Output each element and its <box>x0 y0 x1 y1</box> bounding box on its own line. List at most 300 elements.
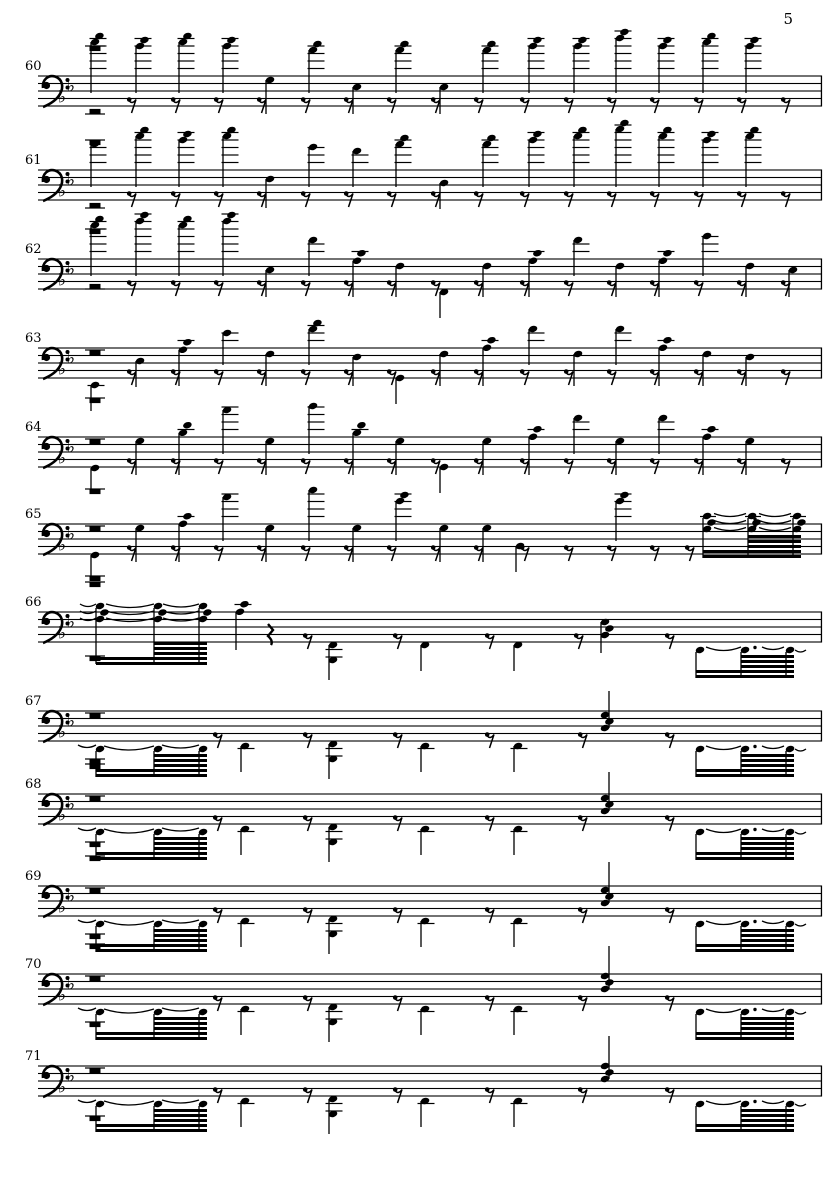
note-chord-3 <box>600 618 615 653</box>
note-high <box>308 402 325 454</box>
eighth-rest <box>607 369 616 385</box>
note-low <box>513 641 523 671</box>
note <box>702 350 712 386</box>
note-chord-high <box>658 36 675 93</box>
note-chord-high <box>745 36 762 93</box>
whole-rest <box>85 438 105 444</box>
whole-rest <box>85 933 105 939</box>
eighth-rest <box>650 97 659 113</box>
system-69 <box>25 855 822 954</box>
eighth-rest <box>431 97 440 113</box>
eighth-rest <box>564 97 573 113</box>
eighth-rest <box>485 995 494 1011</box>
eighth-rest <box>393 995 402 1011</box>
note-low <box>511 742 528 772</box>
eighth-rest <box>387 280 396 296</box>
staff-lines <box>38 436 822 467</box>
eighth-rest <box>694 280 703 296</box>
eighth-rest <box>393 907 402 923</box>
note-low <box>395 374 405 404</box>
note-low <box>238 1005 255 1035</box>
note-low <box>511 1005 528 1035</box>
svg-text:♭: ♭ <box>67 524 76 545</box>
eighth-rest <box>474 97 483 113</box>
eighth-rest <box>578 995 587 1011</box>
note-chord-low <box>326 1003 343 1042</box>
eighth-rest <box>213 1087 222 1103</box>
eighth-rest <box>393 815 402 831</box>
whole-rest <box>85 758 105 764</box>
note-low <box>88 381 105 411</box>
eighth-rest <box>257 191 266 207</box>
page-number: 5 <box>783 10 793 28</box>
eighth-rest <box>344 280 353 296</box>
eighth-rest <box>257 369 266 385</box>
svg-text:♭: ♭ <box>58 270 67 291</box>
measure-number: 60 <box>25 59 42 74</box>
eighth-rest <box>650 191 659 207</box>
note <box>745 262 755 297</box>
system-70 <box>25 943 822 1042</box>
eighth-rest <box>578 732 587 748</box>
note-chord-high <box>395 491 412 541</box>
eighth-rest <box>737 369 746 385</box>
barline <box>821 524 822 555</box>
note-chord <box>528 249 545 297</box>
staff-lines <box>38 169 822 200</box>
eighth-rest <box>257 97 266 113</box>
note-high <box>308 486 325 541</box>
svg-text:♭: ♭ <box>67 1066 76 1087</box>
barline <box>821 711 822 742</box>
note-chord <box>352 249 369 297</box>
barline <box>821 170 822 201</box>
barline <box>821 612 822 643</box>
half-rest <box>85 284 105 290</box>
whole-rest <box>85 575 105 581</box>
eighth-rest <box>607 458 616 474</box>
eighth-rest <box>301 97 310 113</box>
eighth-rest <box>485 633 494 649</box>
eighth-rest <box>485 907 494 923</box>
eighth-rest <box>564 369 573 385</box>
svg-text:♭: ♭ <box>67 348 76 369</box>
whole-rest <box>85 525 105 531</box>
eighth-rest <box>393 1087 402 1103</box>
eighth-rest <box>393 732 402 748</box>
eighth-rest <box>213 907 222 923</box>
eighth-rest <box>737 458 746 474</box>
eighth-rest <box>257 545 266 561</box>
eighth-rest <box>520 97 529 113</box>
eighth-rest <box>578 815 587 831</box>
measure-number: 62 <box>25 242 42 257</box>
whole-rest <box>85 488 105 494</box>
note <box>135 437 145 475</box>
svg-text:♭: ♭ <box>67 76 76 97</box>
whole-rest <box>85 1067 105 1073</box>
eighth-rest <box>474 458 483 474</box>
staff-lines <box>38 258 822 289</box>
eighth-rest <box>301 545 310 561</box>
eighth-rest <box>171 97 180 113</box>
whole-rest <box>85 1115 105 1121</box>
eighth-rest <box>665 1087 674 1103</box>
eighth-rest <box>171 280 180 296</box>
note-high <box>222 329 239 365</box>
measure-number: 65 <box>25 507 42 522</box>
note <box>352 524 362 562</box>
system-60 <box>25 28 822 115</box>
svg-text:♭: ♭ <box>58 805 67 826</box>
eighth-rest <box>127 97 136 113</box>
eighth-rest <box>127 458 136 474</box>
note-chord-high <box>308 40 325 93</box>
note-chord-high <box>482 40 499 93</box>
eighth-rest <box>344 97 353 113</box>
note <box>135 524 145 562</box>
eighth-rest <box>344 369 353 385</box>
eighth-rest <box>474 545 483 561</box>
eighth-rest <box>213 815 222 831</box>
note-chord-high <box>482 134 499 187</box>
eighth-rest <box>737 191 746 207</box>
note-high <box>352 147 369 187</box>
barline <box>821 1066 822 1097</box>
note-low <box>511 1097 528 1127</box>
eighth-rest <box>387 191 396 207</box>
eighth-rest <box>578 907 587 923</box>
note-high <box>615 325 632 365</box>
note <box>482 437 492 475</box>
eighth-rest <box>564 545 573 561</box>
eighth-rest <box>564 280 573 296</box>
eighth-rest <box>694 458 703 474</box>
measure-number: 70 <box>25 957 42 972</box>
eighth-rest <box>431 545 440 561</box>
eighth-rest <box>344 458 353 474</box>
measure-number: 68 <box>25 777 42 792</box>
whole-rest <box>85 887 105 893</box>
staff-lines <box>38 710 822 741</box>
note-chord <box>178 338 195 386</box>
eighth-rest <box>127 369 136 385</box>
system-71 <box>25 1036 822 1134</box>
note <box>395 262 405 297</box>
eighth-rest <box>214 191 223 207</box>
note-chord-high <box>615 119 632 187</box>
eighth-rest <box>214 280 223 296</box>
note-low <box>418 1005 435 1035</box>
note-low <box>511 917 528 947</box>
note-chord-low <box>326 915 343 954</box>
note-low <box>418 742 435 772</box>
note-low <box>418 917 435 947</box>
eighth-rest <box>781 369 790 385</box>
eighth-rest <box>431 280 440 296</box>
note <box>265 524 275 562</box>
eighth-rest <box>574 633 583 649</box>
whole-rest <box>85 581 105 587</box>
eighth-rest <box>474 191 483 207</box>
eighth-rest <box>665 995 674 1011</box>
barline <box>821 259 822 290</box>
eighth-rest <box>607 280 616 296</box>
barline <box>821 794 822 825</box>
svg-text:♭: ♭ <box>58 181 67 202</box>
eighth-rest <box>301 458 310 474</box>
note-chord-high <box>528 130 545 187</box>
note-low <box>439 288 449 318</box>
note-low <box>238 825 255 855</box>
svg-text:♭: ♭ <box>58 985 67 1006</box>
note <box>439 524 449 562</box>
eighth-rest <box>520 369 529 385</box>
eighth-rest <box>214 458 223 474</box>
eighth-rest <box>344 191 353 207</box>
measure-number: 63 <box>25 331 42 346</box>
whole-rest <box>85 795 105 801</box>
note-chord-high <box>395 40 412 93</box>
note-chord-3 <box>600 1036 615 1083</box>
note <box>745 437 755 475</box>
eighth-rest <box>301 191 310 207</box>
svg-text:♭: ♭ <box>67 170 76 191</box>
note <box>265 175 275 208</box>
note-low <box>418 825 435 855</box>
note-chord-high <box>222 36 239 93</box>
eighth-rest <box>520 280 529 296</box>
eighth-rest <box>257 280 266 296</box>
note-low <box>420 641 430 671</box>
eighth-rest <box>737 280 746 296</box>
eighth-rest <box>694 191 703 207</box>
measure-number: 69 <box>25 869 42 884</box>
eighth-rest <box>650 280 659 296</box>
eighth-rest <box>387 369 396 385</box>
eighth-rest <box>431 369 440 385</box>
svg-text:♭: ♭ <box>67 437 76 458</box>
system-62 <box>25 211 822 318</box>
eighth-rest <box>214 97 223 113</box>
note <box>615 262 625 297</box>
svg-text:♭: ♭ <box>67 711 76 732</box>
eighth-rest <box>303 1087 312 1103</box>
note-chord-low <box>326 740 343 779</box>
eighth-rest <box>485 815 494 831</box>
eighth-rest <box>737 97 746 113</box>
eighth-rest <box>127 545 136 561</box>
eighth-rest <box>127 280 136 296</box>
eighth-rest <box>214 369 223 385</box>
system-63 <box>25 319 822 411</box>
tremolo-group-low <box>695 646 806 678</box>
note-high <box>573 414 590 454</box>
note-low <box>511 825 528 855</box>
eighth-rest <box>520 545 529 561</box>
note-chord-low <box>326 1095 343 1134</box>
eighth-rest <box>564 458 573 474</box>
note-chord-high <box>702 130 719 187</box>
measure-number: 61 <box>25 153 42 168</box>
eighth-rest <box>781 97 790 113</box>
staff-lines <box>38 1065 822 1096</box>
note-chord-3 <box>600 946 615 993</box>
barline <box>821 76 822 107</box>
whole-rest <box>85 763 105 769</box>
note-chord-high <box>395 134 412 187</box>
half-rest <box>85 203 105 209</box>
eighth-rest <box>520 458 529 474</box>
note-low <box>238 1097 255 1127</box>
note <box>265 350 275 386</box>
eighth-rest <box>485 1087 494 1103</box>
eighth-rest <box>171 191 180 207</box>
eighth-rest <box>303 732 312 748</box>
eighth-rest <box>650 369 659 385</box>
note-chord-high <box>178 130 195 187</box>
eighth-rest <box>387 545 396 561</box>
svg-text:♭: ♭ <box>58 87 67 108</box>
note <box>482 524 492 562</box>
barline <box>821 886 822 917</box>
eighth-rest <box>650 545 659 561</box>
tremolo-group-low <box>695 1100 806 1132</box>
whole-rest <box>85 975 105 981</box>
eighth-rest <box>257 458 266 474</box>
eighth-rest <box>301 369 310 385</box>
barline <box>821 348 822 379</box>
note-low <box>238 917 255 947</box>
note-high <box>702 232 719 276</box>
eighth-rest <box>665 907 674 923</box>
note-high <box>528 325 545 365</box>
svg-text:♭: ♭ <box>67 886 76 907</box>
svg-text:♭: ♭ <box>58 897 67 918</box>
note <box>745 353 755 386</box>
eighth-rest <box>607 545 616 561</box>
system-65 <box>25 486 822 581</box>
tremolo-group-low <box>695 1008 806 1040</box>
svg-text:♭: ♭ <box>58 623 67 644</box>
staff-lines <box>38 885 822 916</box>
eighth-rest <box>665 633 674 649</box>
svg-text:♭: ♭ <box>58 535 67 556</box>
system-68 <box>25 763 822 862</box>
eighth-rest <box>214 545 223 561</box>
note-chord-low <box>326 641 343 680</box>
eighth-rest <box>303 995 312 1011</box>
note-chord <box>658 249 675 297</box>
tremolo-group-low <box>695 828 806 860</box>
whole-rest <box>85 349 105 355</box>
eighth-rest <box>431 458 440 474</box>
whole-rest <box>85 712 105 718</box>
eighth-rest <box>578 1087 587 1103</box>
note-low <box>439 463 449 493</box>
eighth-rest <box>781 191 790 207</box>
note-chord-high <box>308 319 325 365</box>
staff-lines <box>38 75 822 106</box>
note <box>573 350 583 386</box>
system-64 <box>25 402 822 494</box>
eighth-rest <box>387 458 396 474</box>
note-low <box>238 742 255 772</box>
eighth-rest <box>781 458 790 474</box>
whole-rest <box>85 841 105 847</box>
measure-number: 71 <box>25 1049 42 1064</box>
note <box>395 437 405 475</box>
svg-text:♭: ♭ <box>58 1077 67 1098</box>
eighth-rest <box>607 191 616 207</box>
eighth-rest <box>213 732 222 748</box>
note <box>482 262 492 297</box>
eighth-rest <box>474 369 483 385</box>
eighth-rest <box>564 191 573 207</box>
svg-text:♭: ♭ <box>58 359 67 380</box>
tremolo-group-high <box>700 512 807 558</box>
eighth-rest <box>213 995 222 1011</box>
eighth-rest <box>694 97 703 113</box>
note-chord-high <box>615 491 632 541</box>
half-rest <box>85 109 105 115</box>
tremolo-group-low <box>695 745 806 777</box>
eighth-rest <box>127 191 136 207</box>
eighth-rest <box>665 732 674 748</box>
staff-lines <box>38 973 822 1004</box>
eighth-rest <box>431 191 440 207</box>
eighth-rest <box>303 907 312 923</box>
note-chord-high <box>135 36 152 93</box>
eighth-rest <box>485 732 494 748</box>
eighth-rest <box>303 815 312 831</box>
whole-rest <box>85 397 105 403</box>
system-67 <box>25 691 822 779</box>
svg-text:♭: ♭ <box>67 259 76 280</box>
staff-lines <box>38 611 822 642</box>
eighth-rest <box>650 458 659 474</box>
eighth-rest <box>607 97 616 113</box>
whole-rest <box>85 1021 105 1027</box>
note <box>265 76 275 114</box>
eighth-rest <box>387 97 396 113</box>
note-high <box>308 143 325 187</box>
note-chord-high <box>528 36 545 93</box>
system-66 <box>25 581 822 680</box>
eighth-rest <box>344 545 353 561</box>
note-low <box>418 1097 435 1127</box>
eighth-rest <box>301 280 310 296</box>
eighth-rest <box>303 633 312 649</box>
svg-text:♭: ♭ <box>67 974 76 995</box>
note <box>615 437 625 475</box>
note-high <box>222 406 239 454</box>
note-chord-high <box>573 36 590 93</box>
barline <box>821 974 822 1005</box>
note-chord-low <box>326 823 343 862</box>
eighth-rest <box>685 545 694 561</box>
eighth-rest <box>694 369 703 385</box>
tremolo-group-low <box>695 920 806 952</box>
note <box>265 437 275 475</box>
svg-text:♭: ♭ <box>58 722 67 743</box>
note-high <box>222 493 239 541</box>
svg-text:♭: ♭ <box>58 448 67 469</box>
note <box>439 350 449 386</box>
measure-number: 67 <box>25 694 42 709</box>
note-high <box>90 140 107 187</box>
eighth-rest <box>665 815 674 831</box>
